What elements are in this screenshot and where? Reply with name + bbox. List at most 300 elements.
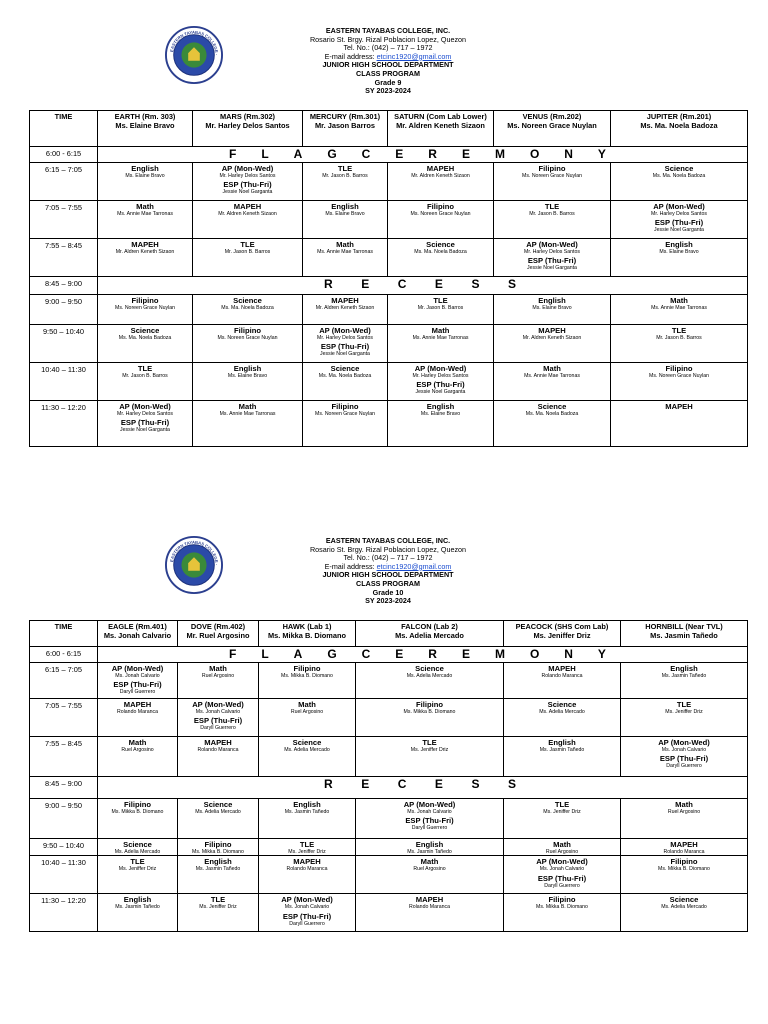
- subject: TLE: [676, 700, 692, 709]
- subject: Filipino: [548, 895, 576, 905]
- schedule-cell: [388, 401, 494, 447]
- subject: TLE: [210, 895, 226, 905]
- teacher: Ms. Adelia Mercado: [114, 849, 161, 855]
- letter: R: [324, 277, 333, 291]
- subject: MAPEH: [426, 164, 455, 173]
- school-tel: Tel. No.: (042) – 717 – 1972: [343, 553, 433, 563]
- letter: E: [361, 277, 370, 291]
- schedule-cell: [193, 295, 303, 325]
- school-email-line: E-mail address: etcinc1920@gmail.com: [324, 51, 452, 61]
- time-header: TIME: [30, 111, 98, 147]
- section-header: [98, 111, 193, 147]
- teacher: Ms. Jasmin Tañedo: [661, 673, 707, 679]
- letter: M: [494, 147, 505, 161]
- teacher: Ms. Jeniffer Driz: [118, 866, 157, 873]
- teacher: Mr. Jason B. Barros: [417, 305, 464, 311]
- subject: ESP (Thu-Fri): [113, 680, 162, 690]
- teacher: Ms. Noreen Grace Nuylan: [410, 211, 471, 217]
- schedule-cell: [178, 799, 259, 839]
- subject: Science: [130, 326, 160, 335]
- schedule-cell: [178, 663, 259, 699]
- program-title: CLASS PROGRAM: [356, 68, 420, 78]
- schedule-cell: [98, 799, 178, 839]
- school-year: SY 2023-2024: [365, 86, 411, 96]
- subject: ESP (Thu-Fri): [416, 380, 465, 390]
- subject: Math: [238, 402, 257, 411]
- time-header: TIME: [30, 621, 98, 647]
- teacher: Rolando Maranca: [197, 747, 239, 753]
- subject: AP (Mon-Wed): [403, 800, 456, 809]
- schedule-row: [30, 295, 748, 325]
- teacher: Daryll Guerrero: [666, 763, 702, 770]
- section-room: VENUS (Rm.202): [522, 112, 582, 121]
- schedule-cell: [259, 799, 356, 839]
- subject: English: [548, 738, 576, 747]
- subject: TLE: [671, 326, 687, 335]
- teacher: Ms. Jasmin Tañedo: [195, 866, 241, 873]
- subject: Science: [415, 664, 444, 673]
- section-header: [388, 111, 494, 147]
- subject: MAPEH: [204, 738, 232, 747]
- time-slot: 6:15 – 7:05: [30, 663, 98, 699]
- schedule-cell: [98, 401, 193, 447]
- schedule-cell: [259, 663, 356, 699]
- subject: Science: [547, 700, 577, 709]
- schedule-cell: [611, 363, 748, 401]
- letter: G: [327, 147, 337, 161]
- subject: English: [665, 240, 693, 249]
- time-slot: 7:05 – 7:55: [30, 201, 98, 239]
- teacher: Ms. Adelia Mercado: [195, 809, 241, 815]
- schedule-cell: [178, 699, 259, 737]
- subject: English: [331, 202, 359, 211]
- section-header: [259, 621, 356, 647]
- letter: N: [564, 147, 573, 161]
- teacher: Ms. Elaine Bravo: [227, 373, 268, 379]
- schedule-row: [30, 239, 748, 277]
- teacher: Mr. Harley Delos Santos: [412, 373, 469, 379]
- header-row: [30, 111, 748, 147]
- flag-ceremony: [98, 647, 748, 663]
- schedule-row: [30, 777, 748, 799]
- teacher: Mr. Jason B. Barros: [529, 211, 575, 217]
- section-room: FALCON (Lab 2): [401, 622, 458, 631]
- schedule-cell: [388, 295, 494, 325]
- teacher: Ms. Annie Mae Tarronas: [651, 305, 707, 311]
- schedule-cell: [98, 663, 178, 699]
- email-link[interactable]: etcinc1920@gmail.com: [376, 561, 452, 571]
- teacher: Ms. Jasmin Tañedo: [115, 904, 160, 911]
- letter: G: [327, 647, 337, 661]
- subject: ESP (Thu-Fri): [120, 418, 170, 428]
- schedule-cell: [98, 325, 193, 363]
- subject: MAPEH: [331, 296, 359, 305]
- schedule-cell: [303, 201, 388, 239]
- section-adviser: Ms. Jasmin Tañedo: [650, 631, 718, 640]
- subject: Filipino: [293, 664, 321, 673]
- subject: Math: [553, 840, 571, 849]
- schedule-cell: [621, 856, 748, 894]
- school-address: Rosario St. Brgy. Rizal Poblacion Lopez, Quezon: [309, 544, 467, 554]
- schedule-cell: [621, 737, 748, 777]
- schedule-row: [30, 894, 748, 932]
- schedule-cell: [611, 325, 748, 363]
- schedule-cell: [98, 856, 178, 894]
- letter: A: [293, 647, 303, 661]
- teacher: Ms. Adelia Mercado: [284, 747, 330, 753]
- subject: ESP (Thu-Fri): [654, 218, 704, 228]
- section-header: [303, 111, 388, 147]
- teacher: Ms. Mikka B. Diomano: [111, 809, 164, 815]
- subject: Filipino: [670, 857, 698, 867]
- subject: AP (Mon-Wed): [653, 202, 705, 211]
- time-slot: 7:55 – 8:45: [30, 239, 98, 277]
- subject: Math: [128, 738, 147, 747]
- letter: L: [261, 647, 269, 661]
- subject: Math: [298, 700, 316, 709]
- schedule-row: [30, 699, 748, 737]
- subject: Science: [426, 240, 455, 249]
- section-adviser: Ms. Ma. Noela Badoza: [640, 121, 718, 130]
- schedule-cell: [303, 239, 388, 277]
- subject: Math: [675, 800, 693, 809]
- section-adviser: Mr. Harley Delos Santos: [205, 121, 290, 130]
- teacher: Ms. Ma. Noela Badoza: [118, 335, 172, 341]
- teacher: Ms. Jonah Calvario: [407, 809, 452, 815]
- letter: C: [397, 777, 407, 791]
- teacher: Ms. Annie Mae Tarronas: [524, 373, 580, 379]
- teacher: Daryll Guerrero: [119, 689, 156, 696]
- teacher: Jessie Noel Garganta: [222, 189, 273, 196]
- subject: Filipino: [538, 164, 566, 173]
- subject: TLE: [433, 296, 448, 305]
- schedule-cell: [303, 163, 388, 201]
- time-slot: 8:45 – 9:00: [30, 277, 98, 295]
- subject: MAPEH: [131, 240, 159, 249]
- teacher: Ms. Noreen Grace Nuylan: [522, 173, 582, 179]
- teacher: Ms. Jonah Calvario: [539, 866, 585, 873]
- subject: TLE: [337, 164, 353, 173]
- header-row: [30, 621, 748, 647]
- grade-label: Grade 10: [372, 587, 404, 597]
- teacher: Mr. Jason B. Barros: [224, 249, 271, 255]
- svg-text:EASTERN TAYABAS COLLEGE · LOPE: EASTERN TAYABAS COLLEGE ·: [168, 29, 220, 56]
- section-adviser: Ms. Noreen Grace Nuylan: [507, 121, 597, 130]
- letter: F: [229, 147, 237, 161]
- teacher: Ms. Noreen Grace Nuylan: [115, 305, 175, 311]
- teacher: Ms. Elaine Bravo: [532, 305, 572, 311]
- schedule-cell: [259, 737, 356, 777]
- letter: F: [229, 647, 237, 661]
- schedule-cell: [621, 663, 748, 699]
- subject: Science: [203, 800, 233, 809]
- subject: Filipino: [131, 296, 159, 305]
- subject: TLE: [544, 202, 560, 211]
- teacher: Jessie Noel Garganta: [120, 427, 170, 434]
- schedule-cell: [611, 295, 748, 325]
- teacher: Mr. Aldren Keneth Sizaon: [522, 335, 582, 341]
- schedule-cell: [504, 737, 621, 777]
- section-room: HAWK (Lab 1): [282, 622, 332, 631]
- subject: Filipino: [665, 364, 693, 373]
- subject: AP (Mon-Wed): [658, 738, 710, 747]
- teacher: Rolando Maranca: [663, 849, 705, 855]
- recess-letters: [99, 777, 746, 792]
- teacher: Ms. Jeniffer Driz: [288, 849, 326, 855]
- teacher: Ruel Argosino: [121, 747, 154, 753]
- subject: MAPEH: [233, 202, 262, 211]
- schedule-row: [30, 163, 748, 201]
- teacher: Mr. Jason B. Barros: [656, 335, 702, 341]
- teacher: Ms. Annie Mae Tarronas: [317, 249, 373, 255]
- subject: English: [131, 164, 159, 173]
- teacher: Ms. Mikka B. Diomano: [658, 866, 710, 873]
- subject: Filipino: [204, 840, 232, 849]
- schedule-row: [30, 325, 748, 363]
- section-adviser: Ms. Mikka B. Diomano: [267, 631, 347, 640]
- teacher: Ms. Annie Mae Tarronas: [117, 211, 173, 217]
- schedule-cell: [98, 363, 193, 401]
- teacher: Daryll Guerrero: [289, 920, 325, 927]
- letter: E: [434, 277, 443, 291]
- section-header: [611, 111, 748, 147]
- schedule-cell: [303, 401, 388, 447]
- teacher: Ms. Jasmin Tañedo: [284, 809, 330, 815]
- schedule-row: [30, 647, 748, 663]
- subject: MAPEH: [538, 326, 566, 335]
- subject: TLE: [554, 800, 570, 809]
- school-email-line: E-mail address: etcinc1920@gmail.com: [324, 561, 452, 571]
- subject: MAPEH: [293, 857, 321, 867]
- teacher: Ms. Jonah Calvario: [195, 709, 241, 715]
- letter: E: [395, 647, 404, 661]
- schedule-cell: [494, 239, 611, 277]
- teacher: Mr. Jason B. Barros: [322, 173, 368, 179]
- subject: Math: [420, 857, 439, 867]
- schedule-row: [30, 663, 748, 699]
- letter: C: [361, 647, 371, 661]
- subject: Science: [292, 738, 322, 747]
- subject: Science: [330, 364, 360, 373]
- schedule-cell: [504, 839, 621, 856]
- schedule-row: [30, 363, 748, 401]
- schedule-row: [30, 856, 748, 894]
- section-header: [178, 621, 259, 647]
- schedule-cell: [621, 699, 748, 737]
- schedule-cell: [388, 163, 494, 201]
- section-header: [504, 621, 621, 647]
- school-year: SY 2023-2024: [365, 596, 411, 606]
- subject: AP (Mon-Wed): [319, 326, 371, 335]
- time-slot: 10:40 – 11:30: [30, 856, 98, 894]
- flag-ceremony-letters: [99, 647, 746, 662]
- schedule-cell: [494, 163, 611, 201]
- teacher: Mr. Harley Delos Santos: [651, 211, 707, 217]
- schedule-cell: [178, 737, 259, 777]
- subject: ESP (Thu-Fri): [537, 873, 587, 883]
- schedule-cell: [259, 699, 356, 737]
- time-slot: 7:55 – 8:45: [30, 737, 98, 777]
- schedule-row: [30, 147, 748, 163]
- time-slot: 11:30 – 12:20: [30, 401, 98, 447]
- letter: L: [261, 147, 269, 161]
- subject: English: [123, 895, 152, 905]
- class-program-grade10: [29, 510, 747, 932]
- subject: AP (Mon-Wed): [192, 700, 244, 709]
- subject: MAPEH: [548, 664, 576, 673]
- teacher: Ruel Argosino: [290, 709, 324, 715]
- subject: Filipino: [427, 202, 454, 211]
- teacher: Ms. Adelia Mercado: [661, 904, 707, 911]
- subject: English: [415, 840, 444, 849]
- schedule-cell: [98, 295, 193, 325]
- letter: A: [293, 147, 303, 161]
- teacher: Daryll Guerrero: [411, 825, 448, 832]
- section-adviser: Mr. Ruel Argosino: [186, 631, 250, 640]
- schedule-cell: [494, 363, 611, 401]
- subject: ESP (Thu-Fri): [405, 816, 454, 826]
- letter: R: [428, 647, 437, 661]
- program-header: [29, 0, 747, 110]
- teacher: Mr. Aldren Keneth Sizaon: [218, 211, 277, 217]
- teacher: Ms. Ma. Noela Badoza: [525, 411, 579, 417]
- letter: Y: [597, 147, 606, 161]
- teacher: Ms. Mikka B. Diomano: [536, 904, 588, 911]
- teacher: Ms. Jeniffer Driz: [410, 747, 449, 753]
- recess: [98, 777, 748, 799]
- teacher: Ms. Mikka B. Diomano: [192, 849, 244, 855]
- subject: Filipino: [234, 326, 261, 335]
- schedule-cell: [494, 201, 611, 239]
- letter: C: [361, 147, 371, 161]
- schedule-cell: [98, 894, 178, 932]
- subject: Math: [336, 240, 354, 249]
- teacher: Ms. Jonah Calvario: [115, 673, 160, 679]
- schedule-cell: [193, 363, 303, 401]
- schedule-cell: [98, 737, 178, 777]
- subject: MAPEH: [123, 700, 152, 709]
- section-room: MERCURY (Rm.301): [309, 112, 381, 121]
- flag-ceremony-letters: [99, 147, 746, 162]
- teacher: Mr. Harley Delos Santos: [219, 173, 276, 179]
- section-room: JUPITER (Rm.201): [646, 112, 712, 121]
- section-room: SATURN (Com Lab Lower): [394, 112, 487, 121]
- section-room: EAGLE (Rm.401): [108, 622, 167, 631]
- subject: Filipino: [124, 800, 151, 809]
- teacher: Mr. Jason B. Barros: [122, 373, 168, 379]
- teacher: Mr. Aldren Keneth Sizaon: [315, 305, 375, 311]
- time-slot: 10:40 – 11:30: [30, 363, 98, 401]
- teacher: Rolando Maranca: [541, 673, 583, 679]
- teacher: Ms. Jonah Calvario: [284, 904, 330, 911]
- program-header: [29, 510, 747, 620]
- section-adviser: Mr. Aldren Keneth Sizaon: [396, 121, 485, 130]
- schedule-cell: [356, 799, 504, 839]
- schedule-table: [29, 620, 748, 932]
- class-program-grade9: [29, 0, 747, 447]
- subject: Science: [233, 296, 262, 305]
- subject: Filipino: [331, 402, 359, 411]
- teacher: Mr. Aldren Keneth Sizaon: [411, 173, 470, 179]
- schedule-table: [29, 110, 748, 447]
- subject: ESP (Thu-Fri): [223, 180, 272, 190]
- schedule-cell: [388, 325, 494, 363]
- section-room: DOVE (Rm.402): [190, 622, 246, 631]
- schedule-cell: [494, 325, 611, 363]
- teacher: Ruel Argosino: [545, 849, 579, 855]
- schedule-cell: [98, 201, 193, 239]
- teacher: Ms. Jasmin Tañedo: [539, 747, 585, 753]
- subject: TLE: [299, 840, 315, 849]
- section-header: [98, 621, 178, 647]
- time-slot: 8:45 – 9:00: [30, 777, 98, 799]
- subject: MAPEH: [670, 840, 698, 849]
- subject: AP (Mon-Wed): [414, 364, 467, 373]
- letter: O: [529, 647, 540, 661]
- time-slot: 6:00 - 6:15: [30, 147, 98, 163]
- time-slot: 9:00 – 9:50: [30, 295, 98, 325]
- subject: ESP (Thu-Fri): [282, 911, 332, 921]
- subject: Science: [123, 840, 152, 849]
- teacher: Ms. Noreen Grace Nuylan: [315, 411, 375, 417]
- teacher: Ms. Annie Mae Tarronas: [412, 335, 469, 341]
- subject: Math: [543, 364, 561, 373]
- schedule-cell: [388, 201, 494, 239]
- subject: English: [293, 800, 321, 809]
- schedule-cell: [259, 856, 356, 894]
- schedule-row: [30, 401, 748, 447]
- program-title: CLASS PROGRAM: [356, 578, 420, 588]
- subject: English: [426, 402, 455, 411]
- letter: E: [461, 647, 470, 661]
- email-link[interactable]: etcinc1920@gmail.com: [376, 51, 452, 61]
- subject: English: [538, 296, 566, 305]
- section-room: MARS (Rm.302): [219, 112, 276, 121]
- subject: AP (Mon-Wed): [536, 857, 588, 867]
- schedule-cell: [356, 894, 504, 932]
- section-room: PEACOCK (SHS Com Lab): [515, 622, 609, 631]
- schedule-row: [30, 799, 748, 839]
- department: JUNIOR HIGH SCHOOL DEPARTMENT: [322, 60, 454, 70]
- school-tel: Tel. No.: (042) – 717 – 1972: [343, 43, 433, 53]
- teacher: Ruel Argosino: [667, 809, 701, 815]
- teacher: Mr. Harley Delos Santos: [524, 249, 580, 255]
- teacher: Daryll Guerrero: [544, 882, 580, 889]
- time-slot: 11:30 – 12:20: [30, 894, 98, 932]
- teacher: Ms. Ma. Noela Badoza: [318, 373, 372, 379]
- teacher: Daryll Guerrero: [200, 725, 236, 732]
- teacher: Ms. Jeniffer Driz: [543, 809, 581, 815]
- letter: S: [507, 777, 516, 791]
- time-slot: 9:50 – 10:40: [30, 325, 98, 363]
- teacher: Ms. Ma. Noela Badoza: [652, 173, 706, 179]
- schedule-cell: [611, 239, 748, 277]
- schedule-cell: [504, 856, 621, 894]
- section-header: [621, 621, 748, 647]
- teacher: Jessie Noel Garganta: [527, 265, 577, 272]
- schedule-row: [30, 839, 748, 856]
- schedule-cell: [611, 163, 748, 201]
- schedule-cell: [193, 239, 303, 277]
- schedule-cell: [178, 839, 259, 856]
- subject: MAPEH: [415, 895, 444, 905]
- schedule-cell: [98, 699, 178, 737]
- schedule-cell: [611, 401, 748, 447]
- letter: S: [471, 277, 480, 291]
- schedule-cell: [494, 401, 611, 447]
- teacher: Ms. Mikka B. Diomano: [403, 709, 456, 715]
- teacher: Jessie Noel Garganta: [415, 389, 466, 396]
